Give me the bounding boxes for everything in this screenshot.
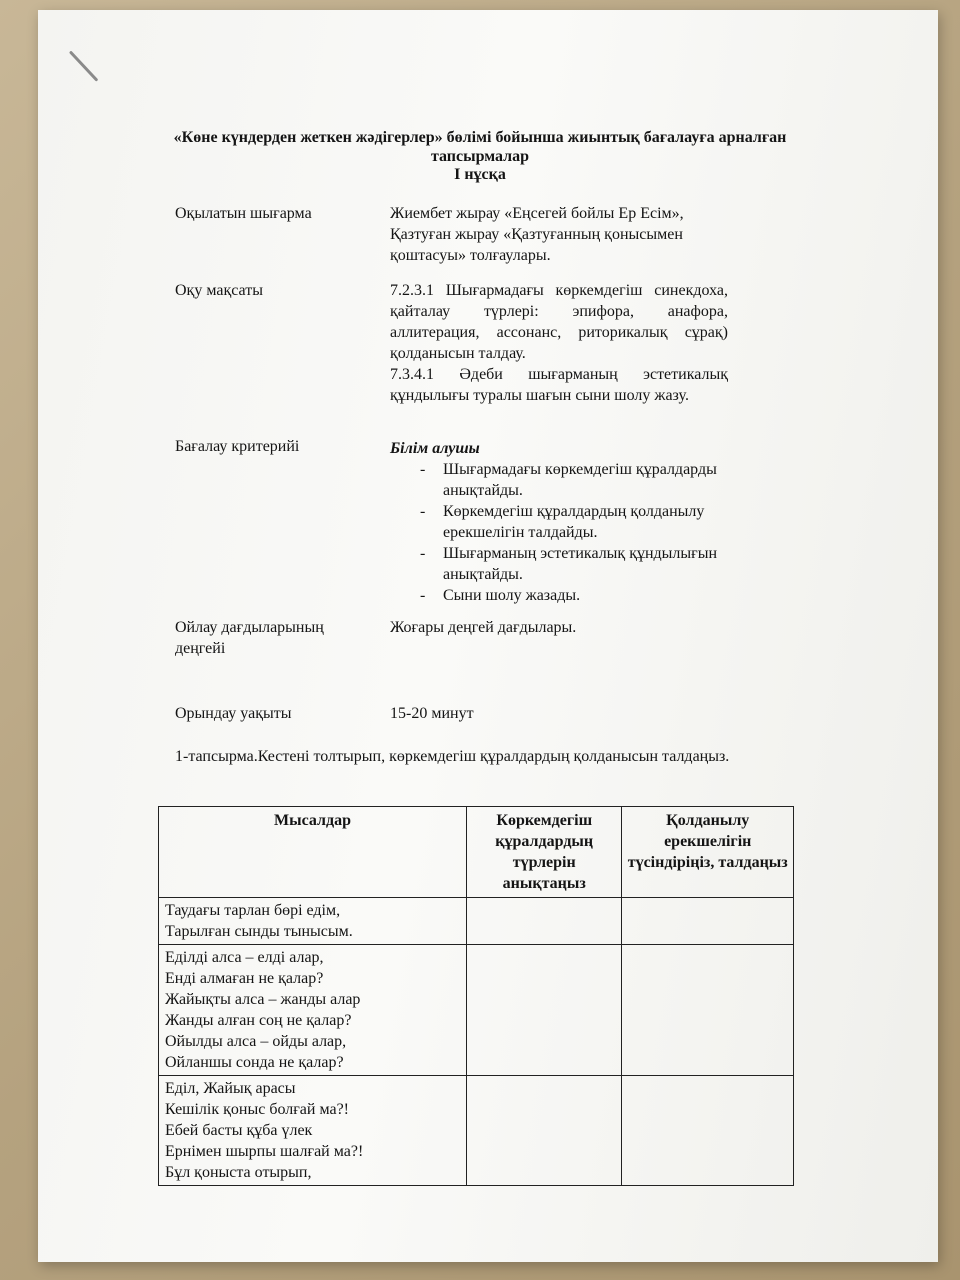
table-header-row (159, 807, 794, 898)
label-time: Орындау уақыты (175, 705, 292, 722)
example-cell (159, 945, 467, 1076)
table-row (159, 1076, 794, 1186)
criteria-heading: Білім алушы (390, 440, 480, 457)
example-line: Енді алмаған не қалар? (165, 970, 324, 987)
value-thinking: Жоғары деңгей дағдылары. (390, 619, 577, 636)
objective-2: 7.3.4.1 Әдеби шығарманың эстетикалық құндылығы туралы шағын сыни шолу жазу. (390, 366, 728, 404)
objective-1: 7.2.3.1 Шығармадағы көркемдегіш синекдоха, қайталау түрлері: эпифора, анафора, аллитерация, ассонанс, риторикалық сұрақ) қолданысын талдау. (390, 282, 728, 362)
label-work: Оқылатын шығарма (175, 205, 312, 222)
example-line: Жанды алған соң не қалар? (165, 1012, 352, 1029)
answer-cell[interactable] (622, 1076, 794, 1186)
example-line: Таудағы тарлан бөрі едім, (165, 902, 341, 919)
label-thinking: Ойлау дағдыларының деңгейі (175, 619, 324, 657)
example-line: Ойланшы сонда не қалар? (165, 1054, 344, 1071)
header-examples: Мысалдар (159, 807, 467, 898)
example-cell (159, 898, 467, 945)
example-line: Еділ, Жайық арасы (165, 1080, 296, 1097)
example-line: Ебей басты құба үлек (165, 1122, 313, 1139)
criteria-list (390, 459, 728, 606)
example-line: Жайықты алса – жанды алар (165, 991, 361, 1008)
example-cell (159, 1076, 467, 1186)
table-row (159, 898, 794, 945)
examples-table (158, 806, 794, 1186)
criteria-item: - Сыни шолу жазады. (390, 585, 728, 606)
criteria-item: - Көркемдегіш құралдардың қолданылу ерекшелігін талдайды. (390, 501, 728, 543)
label-criteria: Бағалау критерийі (175, 438, 300, 455)
variant-label: І нұсқа (454, 166, 506, 183)
value-criteria (390, 438, 728, 606)
value-work: Жиембет жырау «Еңсегей бойлы Ер Есім», Қазтуған жырау «Қазтуғанның қонысымен қоштасуы» толғаулары. (390, 205, 684, 264)
answer-cell[interactable] (466, 898, 621, 945)
criteria-item: - Шығарманың эстетикалық құндылығын анықтайды. (390, 543, 728, 585)
example-line: Кешілік қоныс болғай ма?! (165, 1101, 350, 1118)
example-line: Еділді алса – елді алар, (165, 949, 324, 966)
task-1-text: 1-тапсырма.Кестені толтырып, көркемдегіш құралдардың қолданысын талдаңыз. (175, 748, 730, 765)
answer-cell[interactable] (622, 945, 794, 1076)
answer-cell[interactable] (466, 1076, 621, 1186)
value-objective (390, 280, 728, 406)
document-title: «Көне күндерден жеткен жәдігерлер» бөлімі бойынша жиынтық бағалауға арналған тапсырмалар (173, 129, 787, 165)
header-device-types: Көркемдегіш құралдардың түрлерін анықтаңыз (466, 807, 621, 898)
example-line: Тарылған сынды тынысым. (165, 923, 353, 940)
table-row (159, 945, 794, 1076)
example-line: Бұл қоныста отырып, (165, 1164, 312, 1181)
answer-cell[interactable] (466, 945, 621, 1076)
example-line: Ернімен шырпы шалғай ма?! (165, 1143, 364, 1160)
header-usage-analysis: Қолданылу ерекшелігін түсіндіріңіз, талдаңыз (622, 807, 794, 898)
answer-cell[interactable] (622, 898, 794, 945)
criteria-item: - Шығармадағы көркемдегіш құралдарды анықтайды. (390, 459, 728, 501)
label-objective: Оқу мақсаты (175, 282, 263, 299)
value-time: 15-20 минут (390, 705, 474, 722)
example-line: Ойылды алса – ойды алар, (165, 1033, 347, 1050)
